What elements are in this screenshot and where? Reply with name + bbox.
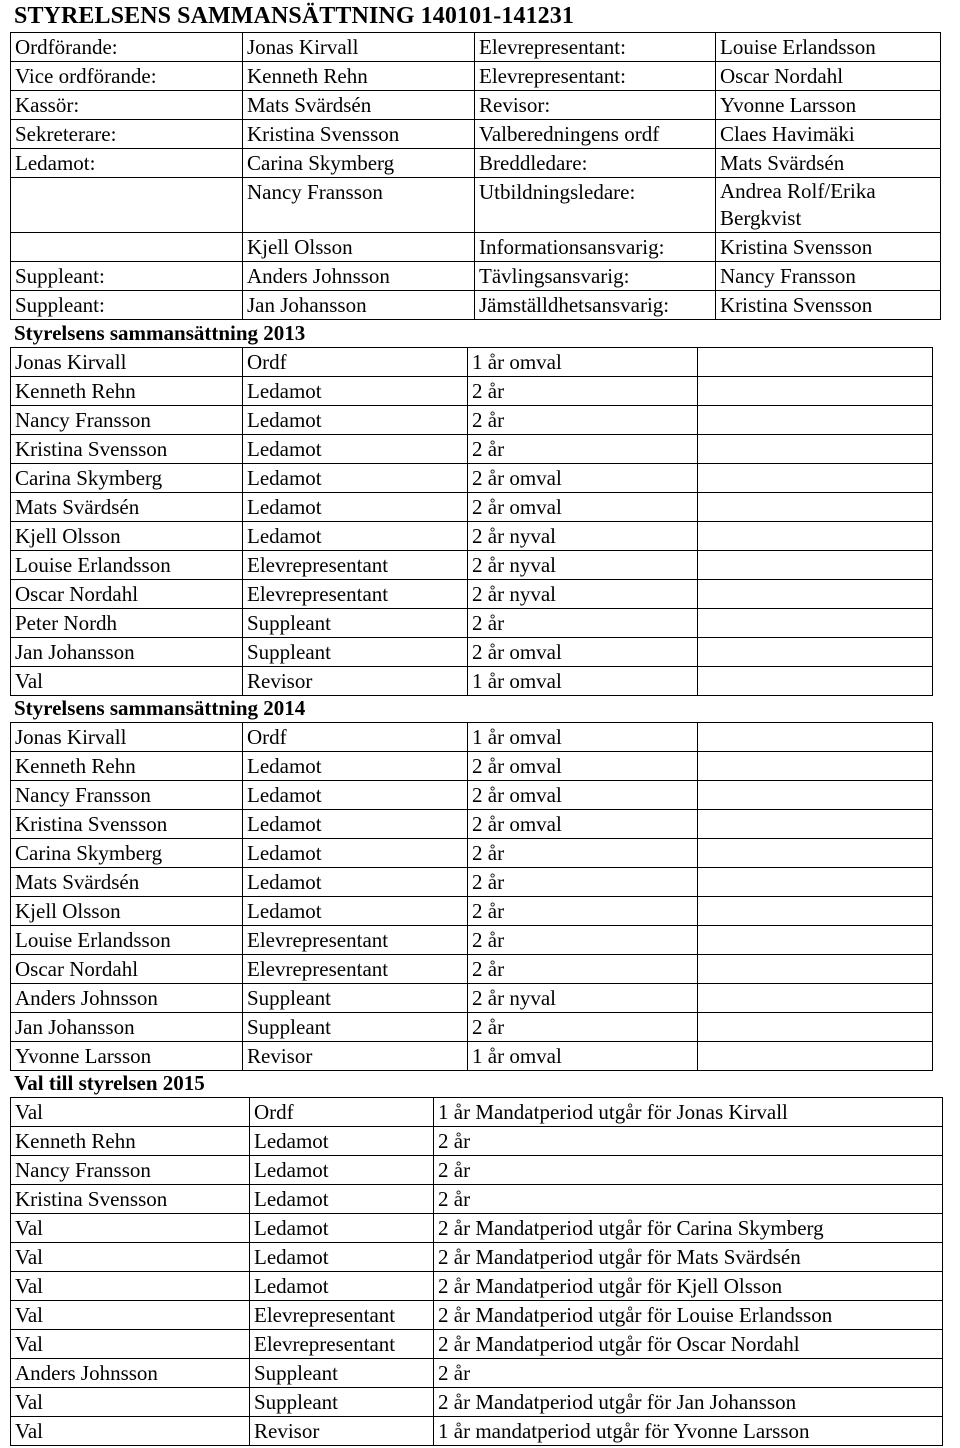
table-cell: 2 år [468, 955, 698, 984]
role-row [11, 62, 941, 91]
table-cell: Kenneth Rehn [243, 62, 475, 91]
table-cell: Suppleant [250, 1388, 434, 1417]
board-row [11, 377, 933, 406]
election-2015-table [10, 1097, 943, 1446]
role-row [11, 233, 941, 262]
table-cell: Anders Johnsson [11, 984, 243, 1013]
table-cell: Suppleant [243, 984, 468, 1013]
table-cell: Carina Skymberg [243, 149, 475, 178]
table-cell: Val [11, 1330, 250, 1359]
table-cell: Revisor [243, 667, 468, 696]
table-cell: 2 år Mandatperiod utgår för Carina Skymberg [434, 1214, 943, 1243]
table-cell: Ledamot [243, 839, 468, 868]
table-cell: Ledamot [250, 1272, 434, 1301]
board-row [11, 984, 933, 1013]
table-cell: Kristina Svensson [11, 1185, 250, 1214]
table-cell: Val [11, 1098, 250, 1127]
board-row [11, 348, 933, 377]
election-row [11, 1185, 943, 1214]
role-row [11, 33, 941, 62]
table-cell: Ledamot [243, 522, 468, 551]
table-cell: Andrea Rolf/Erika Bergkvist [716, 178, 941, 233]
election-row [11, 1214, 943, 1243]
table-cell: Ledamot [243, 752, 468, 781]
table-cell: Jämställdhetsansvarig: [475, 291, 716, 320]
board-row [11, 435, 933, 464]
table-cell: 1 år omval [468, 348, 698, 377]
board-row [11, 667, 933, 696]
board-row [11, 781, 933, 810]
table-cell: Kristina Svensson [11, 435, 243, 464]
election-row [11, 1156, 943, 1185]
table-cell [698, 435, 933, 464]
table-cell: 2 år [468, 609, 698, 638]
board-2013-table [10, 347, 933, 696]
table-cell: Breddledare: [475, 149, 716, 178]
table-cell: Suppleant: [11, 291, 243, 320]
table-cell: Revisor [243, 1042, 468, 1071]
table-cell [698, 1042, 933, 1071]
table-cell: Nancy Fransson [243, 178, 475, 233]
table-cell: Suppleant [243, 1013, 468, 1042]
section-heading-2013: Styrelsens sammansättning 2013 [14, 321, 306, 345]
table-cell: Val [11, 1243, 250, 1272]
table-cell: Ordf [250, 1098, 434, 1127]
table-cell: Kristina Svensson [716, 291, 941, 320]
election-row [11, 1098, 943, 1127]
table-cell [698, 839, 933, 868]
table-cell: 2 år Mandatperiod utgår för Oscar Nordahl [434, 1330, 943, 1359]
roles-table [10, 32, 941, 320]
table-cell: 2 år [468, 435, 698, 464]
table-cell: Jonas Kirvall [11, 723, 243, 752]
table-cell: Nancy Fransson [11, 1156, 250, 1185]
table-cell: Kjell Olsson [11, 522, 243, 551]
table-cell: 2 år Mandatperiod utgår för Mats Svärdsén [434, 1243, 943, 1272]
section-heading-2014: Styrelsens sammansättning 2014 [14, 696, 306, 720]
table-cell: Tävlingsansvarig: [475, 262, 716, 291]
section-heading-2015: Val till styrelsen 2015 [14, 1071, 205, 1095]
table-cell [698, 1013, 933, 1042]
table-cell [698, 522, 933, 551]
table-cell: Ledamot [243, 810, 468, 839]
board-row [11, 723, 933, 752]
table-cell: Peter Nordh [11, 609, 243, 638]
role-row [11, 262, 941, 291]
table-cell: Yvonne Larsson [716, 91, 941, 120]
table-cell: Ledamot [243, 868, 468, 897]
election-row [11, 1127, 943, 1156]
table-cell: Utbildningsledare: [475, 178, 716, 233]
board-row [11, 955, 933, 984]
table-cell: 2 år [434, 1359, 943, 1388]
board-row [11, 810, 933, 839]
table-cell: Ledamot [250, 1156, 434, 1185]
table-cell [698, 723, 933, 752]
table-cell [698, 868, 933, 897]
table-cell: Nancy Fransson [716, 262, 941, 291]
board-row [11, 839, 933, 868]
table-cell: Informationsansvarig: [475, 233, 716, 262]
table-cell: Val [11, 1272, 250, 1301]
table-cell: 2 år [434, 1156, 943, 1185]
table-cell: Kenneth Rehn [11, 752, 243, 781]
table-cell: 1 år omval [468, 1042, 698, 1071]
table-cell: Jan Johansson [11, 1013, 243, 1042]
table-cell [698, 955, 933, 984]
board-row [11, 897, 933, 926]
table-cell: Jan Johansson [11, 638, 243, 667]
table-cell: Elevrepresentant: [475, 33, 716, 62]
table-cell: Kristina Svensson [716, 233, 941, 262]
table-cell: Val [11, 1301, 250, 1330]
table-cell: Ledamot [243, 781, 468, 810]
board-row [11, 752, 933, 781]
table-cell: Suppleant: [11, 262, 243, 291]
table-cell: Louise Erlandsson [11, 926, 243, 955]
table-cell: Claes Havimäki [716, 120, 941, 149]
table-cell [11, 178, 243, 233]
board-row [11, 493, 933, 522]
board-row [11, 609, 933, 638]
table-cell: Ordf [243, 723, 468, 752]
table-cell [698, 752, 933, 781]
board-row [11, 551, 933, 580]
table-cell: 2 år [468, 406, 698, 435]
table-cell: Ledamot [243, 406, 468, 435]
table-cell: 2 år [468, 926, 698, 955]
table-cell: Mats Svärdsén [243, 91, 475, 120]
table-cell: Yvonne Larsson [11, 1042, 243, 1071]
table-cell: Suppleant [243, 609, 468, 638]
table-cell [698, 377, 933, 406]
board-row [11, 580, 933, 609]
election-row [11, 1301, 943, 1330]
table-cell: Val [11, 1388, 250, 1417]
board-row [11, 638, 933, 667]
board-row [11, 868, 933, 897]
table-cell: 2 år omval [468, 638, 698, 667]
table-cell: Ordförande: [11, 33, 243, 62]
table-cell: Val [11, 1214, 250, 1243]
table-cell: 2 år nyval [468, 580, 698, 609]
table-cell [698, 493, 933, 522]
table-cell: Suppleant [243, 638, 468, 667]
table-cell: Kjell Olsson [243, 233, 475, 262]
table-cell: 2 år nyval [468, 551, 698, 580]
table-cell: 1 år omval [468, 723, 698, 752]
board-row [11, 1042, 933, 1071]
table-cell [698, 984, 933, 1013]
table-cell [698, 810, 933, 839]
table-cell: 2 år [468, 1013, 698, 1042]
board-2014-table [10, 722, 933, 1071]
table-cell: Valberedningens ordf [475, 120, 716, 149]
table-cell: Ledamot [250, 1185, 434, 1214]
table-cell: Nancy Fransson [11, 781, 243, 810]
table-cell: Suppleant [250, 1359, 434, 1388]
table-cell: Vice ordförande: [11, 62, 243, 91]
board-row [11, 1013, 933, 1042]
table-cell: Val [11, 1417, 250, 1446]
table-cell: Ledamot [250, 1127, 434, 1156]
table-cell [698, 638, 933, 667]
table-cell: Elevrepresentant [243, 926, 468, 955]
table-cell: Ledamot [250, 1214, 434, 1243]
table-cell: Mats Svärdsén [716, 149, 941, 178]
table-cell: Oscar Nordahl [11, 580, 243, 609]
table-cell [698, 609, 933, 638]
table-cell [698, 897, 933, 926]
board-row [11, 464, 933, 493]
table-cell: Elevrepresentant [250, 1301, 434, 1330]
table-cell [698, 551, 933, 580]
table-cell: Ledamot [243, 435, 468, 464]
table-cell: Jonas Kirvall [11, 348, 243, 377]
table-cell: Ordf [243, 348, 468, 377]
table-cell: Louise Erlandsson [11, 551, 243, 580]
role-row [11, 149, 941, 178]
table-cell: Kassör: [11, 91, 243, 120]
table-cell: Revisor [250, 1417, 434, 1446]
board-row [11, 522, 933, 551]
table-cell: Oscar Nordahl [716, 62, 941, 91]
table-cell: Elevrepresentant [243, 955, 468, 984]
table-cell: Carina Skymberg [11, 464, 243, 493]
table-cell [698, 464, 933, 493]
table-cell: 2 år omval [468, 493, 698, 522]
table-cell: Jonas Kirvall [243, 33, 475, 62]
table-cell: 2 år nyval [468, 522, 698, 551]
table-cell: Carina Skymberg [11, 839, 243, 868]
election-row [11, 1359, 943, 1388]
table-cell: 2 år Mandatperiod utgår för Kjell Olsson [434, 1272, 943, 1301]
election-row [11, 1417, 943, 1446]
table-cell: Oscar Nordahl [11, 955, 243, 984]
table-cell: 2 år Mandatperiod utgår för Louise Erlandsson [434, 1301, 943, 1330]
table-cell: 2 år nyval [468, 984, 698, 1013]
table-cell: Kenneth Rehn [11, 377, 243, 406]
table-cell: 2 år [434, 1127, 943, 1156]
table-cell: Ledamot [243, 464, 468, 493]
table-cell: 1 år omval [468, 667, 698, 696]
table-cell: Anders Johnsson [11, 1359, 250, 1388]
table-cell: Ledamot [243, 377, 468, 406]
table-cell: Anders Johnsson [243, 262, 475, 291]
election-row [11, 1272, 943, 1301]
table-cell: Mats Svärdsén [11, 493, 243, 522]
table-cell [698, 667, 933, 696]
table-cell [698, 926, 933, 955]
table-cell: 2 år omval [468, 810, 698, 839]
table-cell [698, 348, 933, 377]
role-row [11, 178, 941, 233]
election-row [11, 1330, 943, 1359]
board-row [11, 926, 933, 955]
table-cell: Elevrepresentant: [475, 62, 716, 91]
table-cell: 2 år Mandatperiod utgår för Jan Johansson [434, 1388, 943, 1417]
table-cell [698, 406, 933, 435]
table-cell: Ledamot [243, 897, 468, 926]
table-cell: Ledamot [250, 1243, 434, 1272]
role-row [11, 91, 941, 120]
table-cell: 2 år [468, 839, 698, 868]
election-row [11, 1243, 943, 1272]
table-cell: Elevrepresentant [243, 580, 468, 609]
table-cell: 1 år Mandatperiod utgår för Jonas Kirvall [434, 1098, 943, 1127]
role-row [11, 120, 941, 149]
page-title: STYRELSENS SAMMANSÄTTNING 140101-141231 [14, 3, 574, 29]
table-cell: Sekreterare: [11, 120, 243, 149]
table-cell: 2 år [468, 897, 698, 926]
table-cell [698, 781, 933, 810]
table-cell: Nancy Fransson [11, 406, 243, 435]
table-cell: Ledamot: [11, 149, 243, 178]
table-cell: Kristina Svensson [243, 120, 475, 149]
role-row [11, 291, 941, 320]
table-cell: 2 år [434, 1185, 943, 1214]
table-cell: Kenneth Rehn [11, 1127, 250, 1156]
election-row [11, 1388, 943, 1417]
table-cell: Ledamot [243, 493, 468, 522]
table-cell [698, 580, 933, 609]
table-cell: 2 år [468, 377, 698, 406]
board-row [11, 406, 933, 435]
table-cell: Louise Erlandsson [716, 33, 941, 62]
table-cell [11, 233, 243, 262]
table-cell: Revisor: [475, 91, 716, 120]
table-cell: 2 år omval [468, 781, 698, 810]
table-cell: Elevrepresentant [250, 1330, 434, 1359]
table-cell: Kjell Olsson [11, 897, 243, 926]
table-cell: Val [11, 667, 243, 696]
table-cell: Elevrepresentant [243, 551, 468, 580]
table-cell: Mats Svärdsén [11, 868, 243, 897]
table-cell: Kristina Svensson [11, 810, 243, 839]
table-cell: 1 år mandatperiod utgår för Yvonne Larsson [434, 1417, 943, 1446]
table-cell: 2 år omval [468, 752, 698, 781]
table-cell: 2 år [468, 868, 698, 897]
table-cell: Jan Johansson [243, 291, 475, 320]
table-cell: 2 år omval [468, 464, 698, 493]
